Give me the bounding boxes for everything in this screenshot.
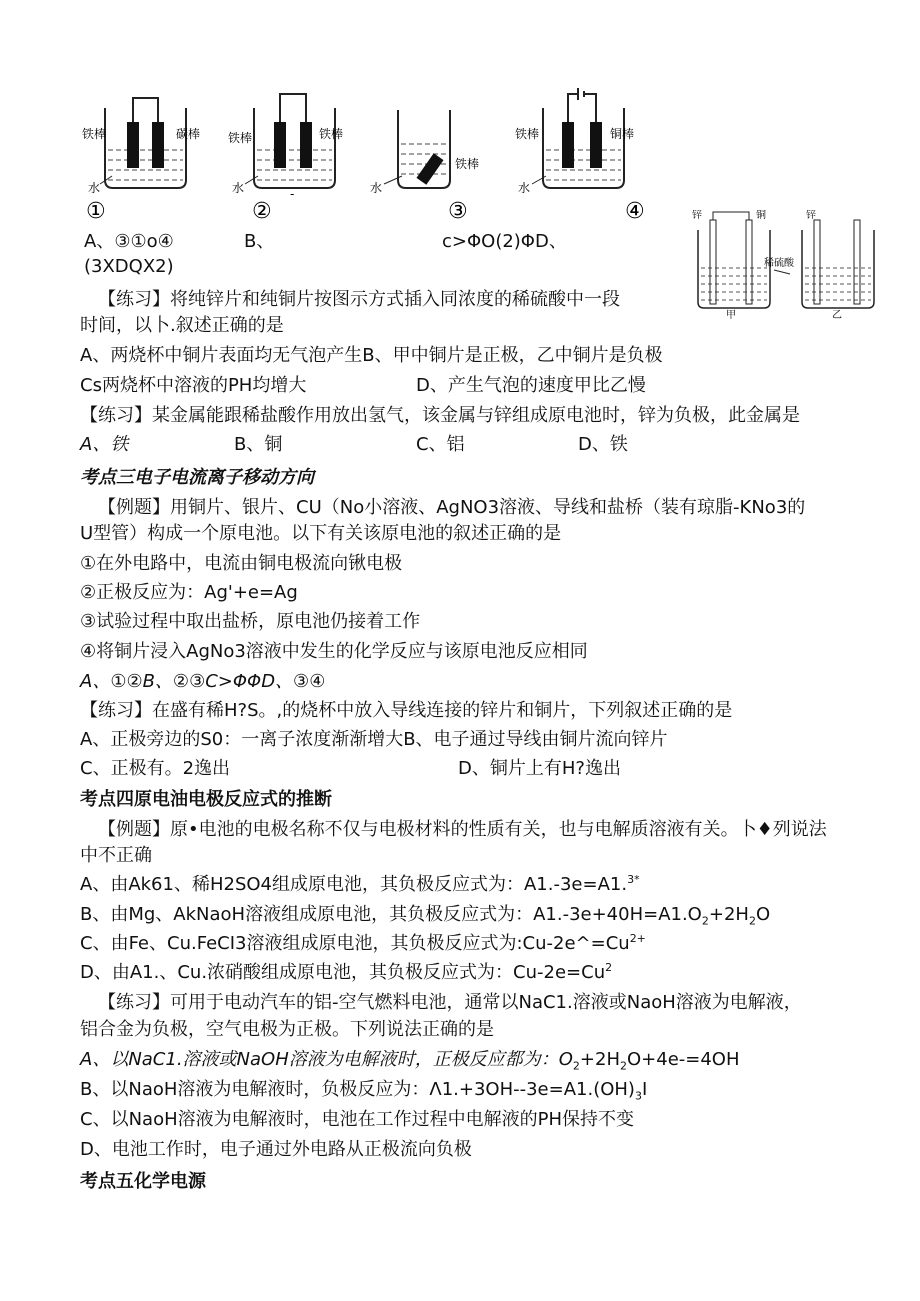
yi-label: 乙 xyxy=(832,310,842,320)
practice-4-line-1: 【练习】可用于电动汽车的铝-空气燃料电池，通常以NaC1.溶液或NaoH溶液为电解液， xyxy=(98,992,802,1013)
d3-number: ③ xyxy=(448,199,468,224)
example-4-line-2: 中不正确 xyxy=(80,845,152,866)
example-3-line-2: U型管）构成一个原电池。以下有关该原电池的叙述正确的是 xyxy=(80,523,562,544)
beaker-diagram-2 xyxy=(228,94,343,224)
practice-4-option-c: C、以NaoH溶液为电解液时，电池在工作过程中电解液的PH保持不变 xyxy=(80,1109,634,1130)
beaker-jia xyxy=(692,210,770,320)
jia-copper-label: 铜 xyxy=(756,210,766,221)
practice-2-option-d: D、铁 xyxy=(578,434,628,455)
d2-left-label: 铁棒 xyxy=(228,131,253,145)
example-4-line-1: 【例题】原•电池的电极名称不仅与电极材料的性质有关，也与电解质溶液有关。卜♦列说法 xyxy=(98,819,827,840)
d3-water-label: 水 xyxy=(370,181,383,195)
d4-left-label: 铁棒 xyxy=(515,127,540,141)
d1-water-label: 水 xyxy=(88,181,101,195)
d1-number: ① xyxy=(86,199,106,224)
practice-1-option-d: D、产生气泡的速度甲比乙慢 xyxy=(416,375,646,396)
example-3-line-1: 【例题】用铜片、银片、CU（No小溶液、AgNO3溶液、导线和盐桥（装有琼脂-KNo3的 xyxy=(98,497,806,518)
beaker-diagram-1 xyxy=(82,98,200,224)
practice-2-option-b: B、铜 xyxy=(234,434,283,455)
practice-3-option-c: C、正极有。2逸出 xyxy=(80,758,231,779)
top-option-c: c>ΦO(2)ΦD、 xyxy=(442,231,567,252)
beaker-diagram-3 xyxy=(370,110,479,224)
section-4-heading: 考点四原电油电极反应式的推断 xyxy=(80,789,332,810)
section-3-heading: 考点三电子电流离子移动方向 xyxy=(80,467,314,488)
acid-label: 稀硫酸 xyxy=(764,258,794,269)
jia-label: 甲 xyxy=(726,310,736,320)
practice-1-line-2: 时间，以卜.叙述正确的是 xyxy=(80,315,284,336)
d2-minus: - xyxy=(290,187,295,201)
practice-1-option-c: Cs两烧杯中溶液的PH均增大 xyxy=(80,375,307,396)
example-4-option-c: C、由Fe、Cu.FeCI3溶液组成原电池，其负极反应式为$:Cu-2e\^{}=Cu^{2+}$ xyxy=(80,932,646,954)
practice-4-option-d: D、电池工作时，电子通过外电路从正极流向负极 xyxy=(80,1139,472,1160)
d2-right-label: 铁棒 xyxy=(319,127,344,141)
top-option-b: B、 xyxy=(244,231,275,252)
practice-1-option-ab: A、两烧杯中铜片表面均无气泡产生B、甲中铜片是正极，乙中铜片是负极 xyxy=(80,345,663,366)
yi-zinc-label: 锌 xyxy=(806,210,816,221)
example-3-statement-1: ①在外电路中，电流由铜电极流向锹电极 xyxy=(80,553,403,574)
section-5-heading: 考点五化学电源 xyxy=(80,1171,206,1192)
practice-3-question: 【练习】在盛有稀H?S。,的烧杯中放入导线连接的锌片和铜片，下列叙述正确的是 xyxy=(80,700,733,721)
practice-1-line-1: 【练习】将纯锌片和纯铜片按图示方式插入同浓度的稀硫酸中一段 xyxy=(98,289,620,310)
practice-4-option-a: A、以NaC1.溶液或NaOH溶液为电解液时，正极反应都为：$O_2+2H_2O+4e-=4OH$ xyxy=(80,1049,740,1073)
d1-left-label: 铁棒 xyxy=(82,127,107,141)
example-3-statement-3: ③试验过程中取出盐桥，原电池仍接着工作 xyxy=(80,611,421,632)
practice-4-option-b: B、以NaoH溶液为电解液时，负极反应为：$\Lambda 1.+3OH--3e=A1.(OH)_3I$ xyxy=(80,1079,648,1103)
beaker-diagram-4 xyxy=(515,88,645,224)
jia-zinc-label: 锌 xyxy=(692,210,702,221)
top-option-a: A、③①o④ xyxy=(84,231,174,252)
example-4-option-d: D、由A1.、Cu.浓硝酸组成原电池，其负极反应式为：$Cu-2e=Cu^2$ xyxy=(80,961,613,983)
d2-water-label: 水 xyxy=(232,181,245,195)
zinc-copper-diagram xyxy=(692,210,882,320)
practice-3-option-d: D、铜片上有H?逸出 xyxy=(458,758,621,779)
example-4-option-b: B、由Mg、AkNaoH溶液组成原电池，其负极反应式为：$A1.-3e+40H=A1.O_2+2H_2O$ xyxy=(80,904,771,928)
practice-2-option-a: A、铁 xyxy=(80,434,129,455)
practice-3-option-ab: A、正极旁边的S0：一离子浓度渐渐增大B、电子通过导线由铜片流向锌片 xyxy=(80,729,668,750)
d1-right-label: 碳棒 xyxy=(176,127,201,141)
d4-number: ④ xyxy=(625,199,645,224)
practice-4-line-2: 铝合金为负极，空气电极为正极。下列说法正确的是 xyxy=(80,1019,494,1040)
d3-right-label: 铁棒 xyxy=(455,157,480,171)
d4-right-label: 铜棒 xyxy=(610,127,635,141)
example-3-statement-4: ④将铜片浸入AgNo3溶液中发生的化学反应与该原电池反应相同 xyxy=(80,641,588,662)
example-4-option-a: A、由Ak61、稀H2SO4组成原电池，其负极反应式为：A1.-3e=A1.$^{3*}$ xyxy=(80,873,640,895)
d4-water-label: 水 xyxy=(518,181,531,195)
d2-number: ② xyxy=(252,199,272,224)
practice-2-option-c: C、铝 xyxy=(416,434,465,455)
example-3-statement-2: ②正极反应为：Ag'+e=Ag xyxy=(80,582,298,603)
top-option-d: (3XDQX2) xyxy=(84,256,174,277)
beaker-yi xyxy=(802,210,874,320)
practice-2-question: 【练习】某金属能跟稀盐酸作用放出氢气，该金属与锌组成原电池时，锌为负极，此金属是 xyxy=(80,405,800,426)
example-3-options: A、①②B、②③C>ΦΦD、③④ xyxy=(80,671,326,692)
